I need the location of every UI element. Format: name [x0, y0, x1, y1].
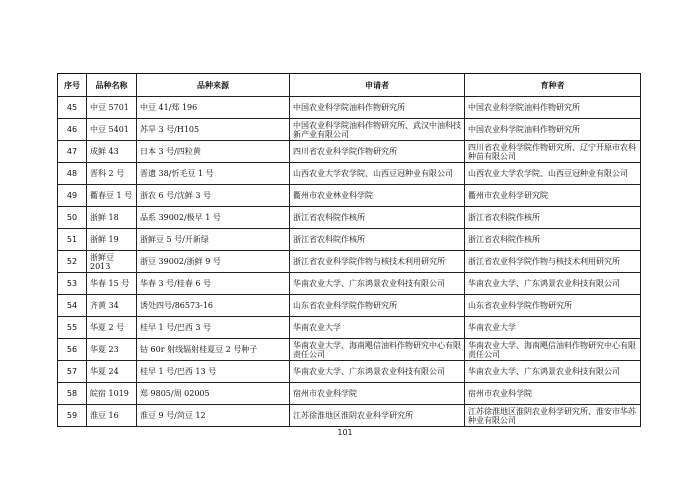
- breeder-cell: 衢州市农业科学研究院: [465, 185, 641, 207]
- header-variety-source: 品种来源: [137, 74, 290, 97]
- breeder-cell: 华南农业大学、广东鸿景农业科技有限公司: [465, 361, 641, 383]
- serial-number-cell: 50: [58, 207, 87, 229]
- variety-source-cell: 淮豆 9 号/菏豆 12: [137, 405, 290, 427]
- header-applicant: 申请者: [290, 74, 465, 97]
- table-row: [58, 207, 641, 229]
- applicant-cell: 江苏徐淮地区淮阴农业科学研究所: [290, 405, 465, 427]
- breeder-cell: 华南农业大学、广东鸿景农业科技有限公司: [465, 273, 641, 295]
- applicant-cell: 华南农业大学、海南飓信油料作物研究中心有限责任公司: [290, 339, 465, 361]
- variety-name-cell: 华春 15 号: [87, 273, 137, 295]
- applicant-cell: 浙江省农科院作核所: [290, 229, 465, 251]
- table-row: [58, 339, 641, 361]
- header-serial-number: 序号: [58, 74, 87, 97]
- applicant-cell: 山西农业大学农学院、山西豆冠种业有限公司: [290, 163, 465, 185]
- table-row: [58, 383, 641, 405]
- variety-source-cell: 苏旱 3 号/H105: [137, 119, 290, 141]
- variety-source-cell: 中豆 41/郑 196: [137, 97, 290, 119]
- applicant-cell: 中国农业科学院油料作物研究所、武汉中油科技新产业有限公司: [290, 119, 465, 141]
- breeder-cell: 山西农业大学农学院、山西豆冠种业有限公司: [465, 163, 641, 185]
- applicant-cell: 中国农业科学院油料作物研究所: [290, 97, 465, 119]
- table-row: [58, 405, 641, 427]
- variety-source-cell: 日本 3 号/四粒黄: [137, 141, 290, 163]
- variety-name-cell: 齐黄 34: [87, 295, 137, 317]
- table-row: [58, 97, 641, 119]
- variety-source-cell: 钴 60r 射线辐射桂夏豆 2 号种子: [137, 339, 290, 361]
- table-row: [58, 251, 641, 273]
- table-row: [58, 185, 641, 207]
- breeder-cell: 宿州市农业科学院: [465, 383, 641, 405]
- serial-number-cell: 48: [58, 163, 87, 185]
- breeder-cell: 浙江省农科院作核所: [465, 207, 641, 229]
- serial-number-cell: 51: [58, 229, 87, 251]
- variety-source-cell: 诱处四号/86573-16: [137, 295, 290, 317]
- variety-name-cell: 华夏 24: [87, 361, 137, 383]
- applicant-cell: 浙江省农业科学院作物与核技术利用研究所: [290, 251, 465, 273]
- serial-number-cell: 57: [58, 361, 87, 383]
- variety-name-cell: 浙鲜 19: [87, 229, 137, 251]
- variety-source-cell: 浙鲜豆 5 号/开新绿: [137, 229, 290, 251]
- breeder-cell: 江苏徐淮地区淮阴农业科学研究所、淮安市华苏种业有限公司: [465, 405, 641, 427]
- variety-source-cell: 浙豆 39002/浙鲜 9 号: [137, 251, 290, 273]
- page-number: 101: [337, 428, 353, 437]
- header-variety-name: 品种名称: [87, 74, 137, 97]
- variety-name-cell: 浙鲜豆 2013: [87, 251, 137, 273]
- breeder-cell: 华南农业大学: [465, 317, 641, 339]
- variety-name-cell: 成鲜 43: [87, 141, 137, 163]
- serial-number-cell: 46: [58, 119, 87, 141]
- variety-name-cell: 淮豆 16: [87, 405, 137, 427]
- variety-name-cell: 浙鲜 18: [87, 207, 137, 229]
- applicant-cell: 衢州市农业林业科学院: [290, 185, 465, 207]
- variety-name-cell: 衢春豆 1 号: [87, 185, 137, 207]
- applicant-cell: 四川省农业科学院作物研究所: [290, 141, 465, 163]
- serial-number-cell: 47: [58, 141, 87, 163]
- breeder-cell: 华南农业大学、海南飓信油料作物研究中心有限责任公司: [465, 339, 641, 361]
- table-row: [58, 317, 641, 339]
- breeder-cell: 中国农业科学院油料作物研究所: [465, 97, 641, 119]
- applicant-cell: 山东省农业科学院作物研究所: [290, 295, 465, 317]
- table-row: [58, 119, 641, 141]
- variety-name-cell: 晋科 2 号: [87, 163, 137, 185]
- table-row: [58, 361, 641, 383]
- variety-name-cell: 中豆 5401: [87, 119, 137, 141]
- breeder-cell: 浙江省农科院作核所: [465, 229, 641, 251]
- table-header-row: [58, 74, 641, 97]
- applicant-cell: 宿州市农业科学院: [290, 383, 465, 405]
- breeder-cell: 中国农业科学院油料作物研究所: [465, 119, 641, 141]
- breeder-cell: 四川省农业科学院作物研究所、辽宁开原市农科种苗有限公司: [465, 141, 641, 163]
- table-body: [58, 97, 641, 427]
- variety-table: [57, 73, 641, 427]
- serial-number-cell: 54: [58, 295, 87, 317]
- serial-number-cell: 56: [58, 339, 87, 361]
- header-breeder: 育种者: [465, 74, 641, 97]
- variety-name-cell: 华夏 23: [87, 339, 137, 361]
- serial-number-cell: 58: [58, 383, 87, 405]
- variety-source-cell: 品系 39002/极早 1 号: [137, 207, 290, 229]
- variety-source-cell: 桂早 1 号/巴西 13 号: [137, 361, 290, 383]
- variety-source-cell: 华春 3 号/桂春 6 号: [137, 273, 290, 295]
- variety-name-cell: 华夏 2 号: [87, 317, 137, 339]
- table-row: [58, 295, 641, 317]
- serial-number-cell: 52: [58, 251, 87, 273]
- variety-source-cell: 郑 9805/周 02005: [137, 383, 290, 405]
- table-row: [58, 141, 641, 163]
- serial-number-cell: 59: [58, 405, 87, 427]
- breeder-cell: 浙江省农业科学院作物与核技术利用研究所: [465, 251, 641, 273]
- applicant-cell: 华南农业大学、广东鸿景农业科技有限公司: [290, 361, 465, 383]
- variety-source-cell: 晋遗 38/忻毛豆 1 号: [137, 163, 290, 185]
- table-row: [58, 273, 641, 295]
- serial-number-cell: 53: [58, 273, 87, 295]
- serial-number-cell: 55: [58, 317, 87, 339]
- variety-source-cell: 桂早 1 号/巴西 3 号: [137, 317, 290, 339]
- breeder-cell: 山东省农业科学院作物研究所: [465, 295, 641, 317]
- variety-name-cell: 中豆 5701: [87, 97, 137, 119]
- applicant-cell: 华南农业大学: [290, 317, 465, 339]
- variety-source-cell: 浙农 6 号/沈鲜 3 号: [137, 185, 290, 207]
- serial-number-cell: 49: [58, 185, 87, 207]
- applicant-cell: 浙江省农科院作核所: [290, 207, 465, 229]
- serial-number-cell: 45: [58, 97, 87, 119]
- variety-name-cell: 皖宿 1019: [87, 383, 137, 405]
- table-row: [58, 229, 641, 251]
- table-row: [58, 163, 641, 185]
- applicant-cell: 华南农业大学、广东鸿景农业科技有限公司: [290, 273, 465, 295]
